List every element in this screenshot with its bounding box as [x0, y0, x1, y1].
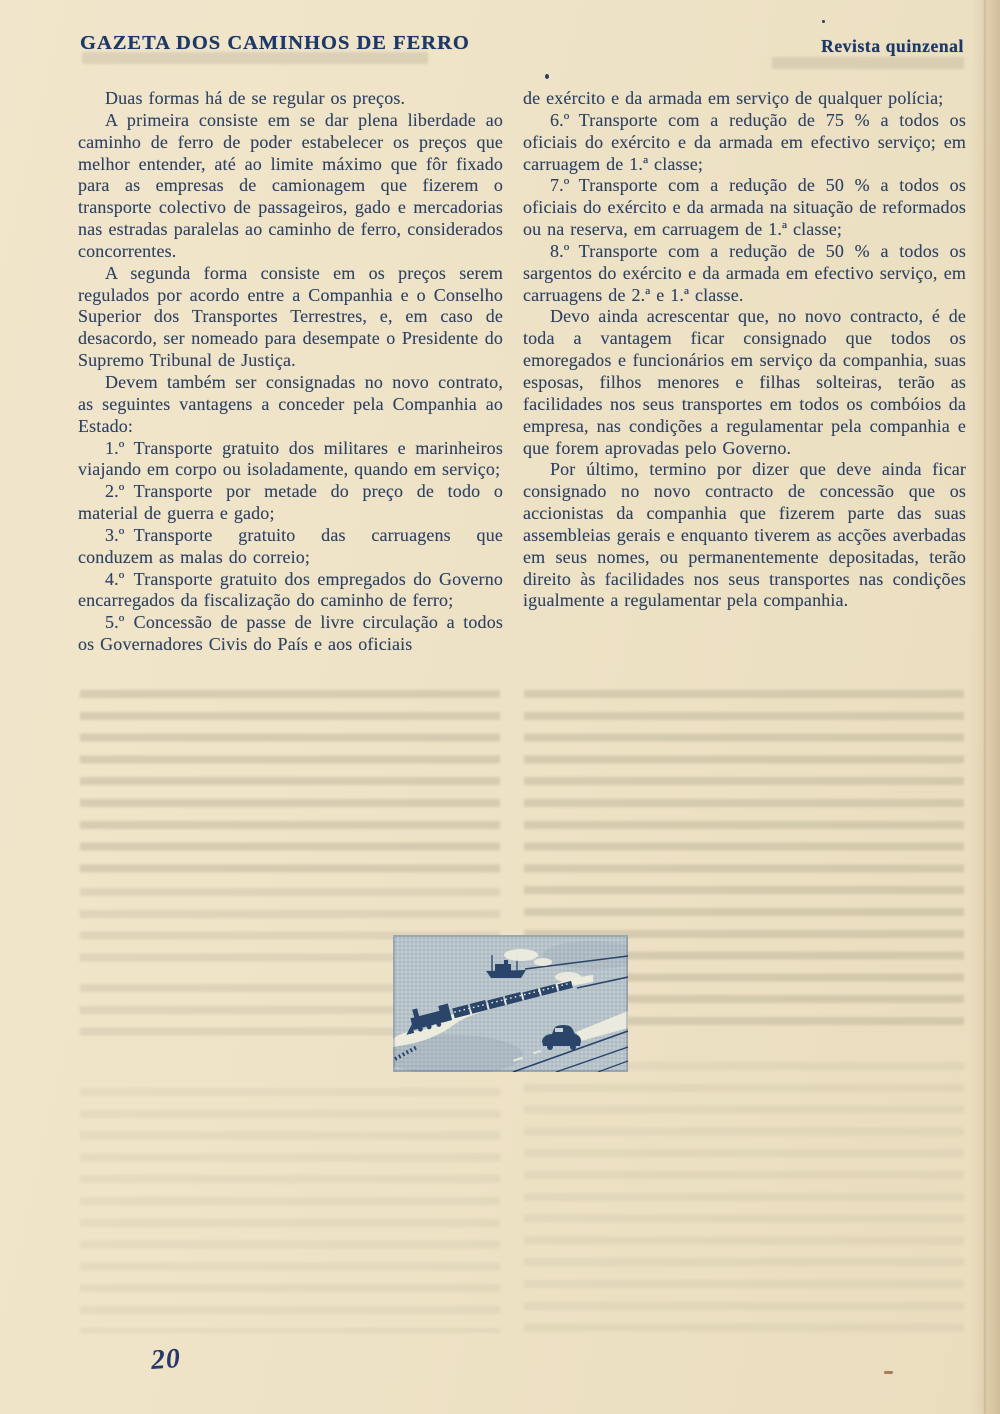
paragraph: 2.º Transporte por metade do preço de todo o material de guerra e gado;: [78, 481, 503, 524]
page-edge-crease: [984, 0, 986, 1414]
bleedthrough-text-right-2: [524, 1062, 964, 1334]
bleedthrough-text-left-3: [80, 984, 420, 1036]
bleedthrough-header-left: [82, 52, 428, 64]
paragraph: 7.º Transporte com a redução de 50 % a todos os oficiais do exército e da armada na situação de reformados ou na reserva, em carruagem de 1.ª classe;: [523, 175, 966, 240]
paragraph: Devem também ser consignadas no novo contrato, as seguintes vantagens a conceder pela Companhia ao Estado:: [78, 371, 503, 436]
paragraph: 4.º Transporte gratuito dos empregados do Governo encarregados da fiscalização do caminho de ferro;: [78, 568, 503, 611]
paragraph: 3.º Transporte gratuito das carruagens que conduzem as malas do correio;: [78, 524, 503, 567]
right-column: [523, 88, 966, 612]
bleedthrough-header-right: [772, 57, 964, 69]
ship-smoke-2: [534, 958, 552, 966]
page-number: 20: [149, 1342, 183, 1377]
ink-speck: [545, 74, 549, 79]
ink-speck: [884, 1371, 893, 1374]
bleedthrough-text-left-1: [80, 690, 500, 875]
paragraph: Por último, termino por dizer que deve ainda ficar consignado no novo contracto de concessão que os accionistas da companhia que fizerem parte das suas assembleias gerais e enquanto tiverem as acções averbadas em seus nomes, ou permanentemente depositadas, terão direito às facilidades nos seus transportes nas condições igualmente a regulamentar pela companhia.: [523, 459, 966, 611]
magazine-title: GAZETA DOS CAMINHOS DE FERRO: [80, 32, 470, 54]
page-edge-shadow: [970, 0, 1000, 1414]
paragraph: A segunda forma consiste em os preços serem regulados por acordo entre a Companhia e o Conselho Superior dos Transportes Terrestres, e, em caso de desacordo, ser nomeado para desempate o Presidente do Supremo Tribunal de Justiça.: [78, 262, 503, 371]
paragraph: A primeira consiste em se dar plena liberdade ao caminho de ferro de poder estabelecer os preços que melhor entender, até ao limite máximo que fôr fixado para as empresas de camionagem que fizerem o transporte colectivo de passageiros, gado e mercadorias nas estradas paralelas ao caminho de ferro, considerados concorrentes.: [78, 109, 503, 261]
paragraph: Devo ainda acrescentar que, no novo contracto, é de toda a vantagem ficar consignado que todos os emoregados e funcionários em serviço da companhia, suas esposas, filhos menores e filhas solteiras, terão as facilidades nos seus transportes em todos os combóios da empresa, nas condições a regulamentar pela companhia e que forem aprovadas pelo Governo.: [523, 306, 966, 458]
bleedthrough-text-left-4: [80, 1088, 500, 1333]
ink-speck: [822, 20, 825, 23]
ship-smoke-1: [504, 949, 538, 961]
paragraph: 6.º Transporte com a redução de 75 % a todos os oficiais do exército e da armada em efectivo serviço; em carruagem de 1.ª classe;: [523, 109, 966, 174]
paragraph: Duas formas há de se regular os preços.: [105, 88, 406, 108]
paragraph: 5.º Concessão de passe de livre circulação a todos os Governadores Civis do País e aos oficiais: [78, 612, 503, 655]
left-column: [78, 88, 503, 656]
magazine-subtitle: Revista quinzenal: [821, 36, 964, 56]
train-car-ship-illustration: [393, 935, 628, 1072]
paragraph: 8.º Transporte com a redução de 50 % a todos os sargentos do exército e da armada em efectivo serviço, em carruagens de 2.ª e 1.ª classe.: [523, 240, 966, 305]
paragraph: 1.º Transporte gratuito dos militares e marinheiros viajando em corpo ou isoladamente, quando em serviço;: [78, 437, 503, 480]
paragraph: de exército e da armada em serviço de qualquer polícia;: [523, 88, 944, 108]
ship-smoke-3: [555, 972, 581, 982]
